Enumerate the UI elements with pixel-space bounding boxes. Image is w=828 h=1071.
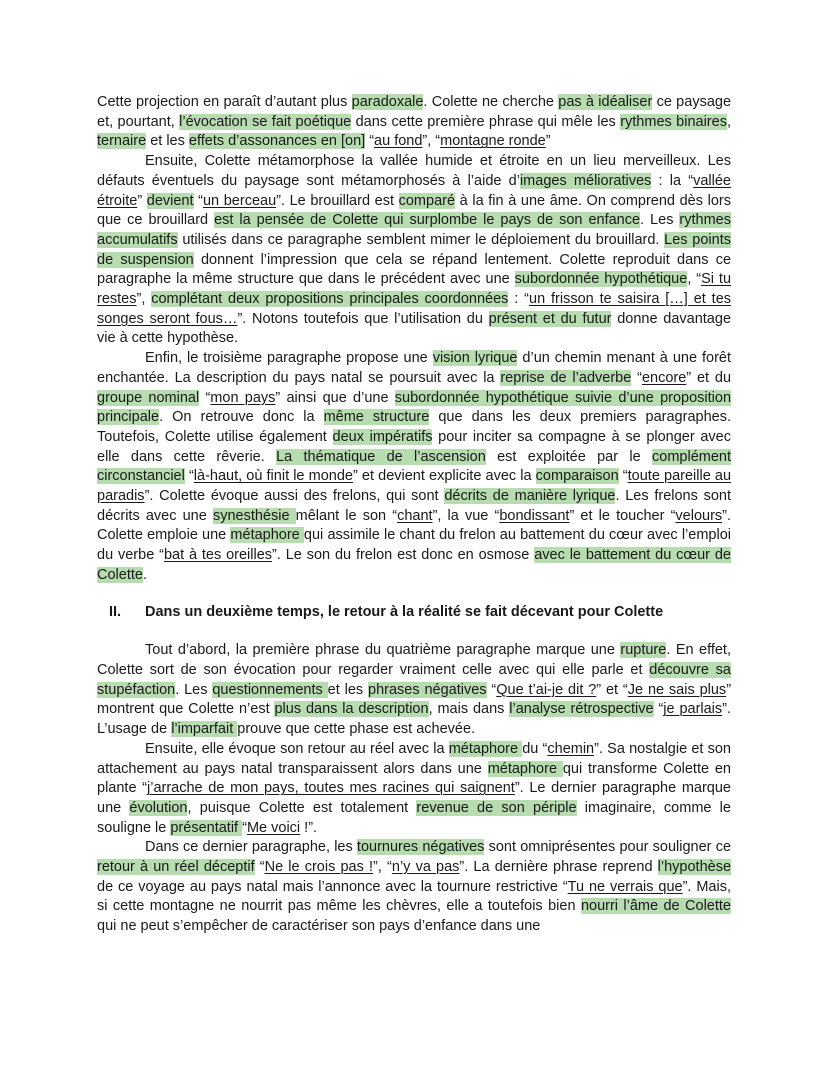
text-run: d’un chemin menant à une forêt enchantée. La description du pays natal se poursuit avec la xyxy=(97,350,731,386)
text-run: , mais dans xyxy=(428,701,510,718)
paragraph xyxy=(97,740,731,839)
text-run: !”. xyxy=(300,819,318,836)
paragraph xyxy=(97,152,731,349)
text-run: ”. Notons toutefois que l’utilisation du xyxy=(237,310,489,327)
text-run: “ xyxy=(631,369,642,386)
quoted-citation: vallée étroite xyxy=(97,172,731,209)
text-run: qui assimile le chant du frelon au battement du cœur avec l’emploi du verbe “ xyxy=(97,527,731,564)
text-run: “ xyxy=(618,468,628,485)
highlighted-phrase: rythmes accumulatifs xyxy=(97,212,731,248)
text-run: ”, “ xyxy=(373,859,392,876)
quoted-citation: au fond xyxy=(374,133,423,150)
text-run: “ xyxy=(486,681,497,698)
text-run: mêlant le son “ xyxy=(295,507,398,524)
highlighted-phrase: reprise de l’adverbe xyxy=(500,369,632,386)
quoted-citation: un berceau xyxy=(202,192,277,209)
section-number: II. xyxy=(109,603,122,620)
text-run: ” et le toucher “ xyxy=(569,507,676,524)
highlighted-phrase: l’évocation se fait poétique xyxy=(179,113,352,130)
text-run: que dans les deux premiers paragraphes. Toutefois, Colette utilise également xyxy=(97,409,731,445)
text-run: ”, xyxy=(136,291,152,308)
highlighted-phrase: métaphore xyxy=(448,740,523,757)
highlighted-phrase: l’analyse rétrospective xyxy=(509,701,654,718)
quoted-citation: je parlais xyxy=(663,701,723,718)
highlighted-phrase: deux impératifs xyxy=(332,428,433,445)
highlighted-phrase: présentatif xyxy=(170,819,243,836)
highlighted-phrase: subordonnée hypothétique suivie d’une proposition principale xyxy=(97,389,732,426)
quoted-citation: un frisson te saisira […] et tes songes seront fous… xyxy=(97,291,732,327)
text-run: ”. L’usage de xyxy=(97,701,732,738)
paragraph xyxy=(97,641,731,740)
quoted-citation: bondissant xyxy=(499,507,570,524)
text-run: ”. Sa nostalgie et son attachement au pays natal transparaissent alors dans une xyxy=(97,740,731,777)
paragraph xyxy=(97,838,731,937)
text-run: “ xyxy=(254,859,265,876)
highlighted-phrase: comparé xyxy=(398,192,456,209)
text-run: . On retrouve donc la xyxy=(159,409,324,426)
highlighted-phrase: tournures négatives xyxy=(356,839,485,856)
section-title: Dans un deuxième temps, le retour à la réalité se fait décevant pour Colette xyxy=(145,603,664,620)
text-run: ”. Mais, si cette montagne ne nourrit pas même les chèvres, elle a toutefois bien xyxy=(97,878,731,915)
quoted-citation: Je ne sais plus xyxy=(627,681,727,698)
quoted-citation: bat à tes oreilles xyxy=(163,547,273,564)
text-run: donne davantage vie à cette hypothèse. xyxy=(97,310,732,347)
text-run: qui transforme Colette en plante “ xyxy=(97,760,731,797)
highlighted-phrase: nourri l’âme de Colette xyxy=(580,898,731,915)
text-run: “ xyxy=(365,133,375,150)
text-run: . Les frelons sont décrits avec une xyxy=(97,488,731,524)
text-run: ”. Le dernier paragraphe marque une xyxy=(97,780,731,816)
quoted-citation: toute pareille au paradis xyxy=(97,468,732,505)
highlighted-phrase: même structure xyxy=(323,409,430,426)
text-run: ce paysage et, pourtant, xyxy=(97,94,732,130)
text-run: ”, la vue “ xyxy=(432,507,500,524)
quoted-citation: Que t’ai-je dit ? xyxy=(496,681,597,698)
quoted-citation: encore xyxy=(641,369,687,386)
quoted-citation: Ne le crois pas ! xyxy=(264,859,374,876)
paragraph xyxy=(97,93,731,152)
text-run: de ce voyage au pays natal mais l’annonce avec la tournure restrictive “ xyxy=(97,878,568,895)
text-run: ” ainsi que d’une xyxy=(275,389,395,406)
text-run: ”. La dernière phrase reprend xyxy=(459,859,658,876)
text-run: . xyxy=(142,566,147,583)
text-run: pour inciter sa compagne à se plonger avec elle dans cette rêverie. xyxy=(97,428,732,465)
text-run: , “ xyxy=(687,271,702,288)
highlighted-phrase: ternaire xyxy=(97,133,147,150)
text-run: . Colette ne cherche xyxy=(423,94,559,110)
quoted-citation: là-haut, où finit le monde xyxy=(193,468,353,485)
text-run: qui ne peut s’empêcher de caractériser son pays d’enfance dans une xyxy=(97,918,541,935)
highlighted-phrase: pas à idéaliser xyxy=(558,94,653,110)
highlighted-phrase: métaphore xyxy=(487,760,563,777)
text-run: “ xyxy=(242,819,247,836)
highlighted-phrase: Les points de suspension xyxy=(97,231,731,268)
text-run: , puisque Colette est totalement xyxy=(187,799,417,816)
text-run: Ensuite, Colette métamorphose la vallée humide et étroite en un lieu merveilleux. Les défauts éventuels du paysage sont métamorphosés à l’aide d’ xyxy=(97,153,731,189)
text-run: ” et devient explicite avec la xyxy=(352,468,536,485)
text-run: . Les xyxy=(175,681,213,698)
text-run: : “ xyxy=(508,291,529,308)
text-run: “ xyxy=(199,389,211,406)
text-run: donnent l’impression que cela se répand lentement. Colette reproduit dans ce paragraphe la même structure que dans le précédent avec une xyxy=(97,251,732,288)
highlighted-phrase: phrases négatives xyxy=(368,681,487,698)
highlighted-phrase: images mélioratives xyxy=(519,172,652,189)
text-run: est exploitée par le xyxy=(485,448,653,465)
highlighted-phrase: l’hypothèse xyxy=(657,859,732,876)
quoted-citation: n’y va pas xyxy=(391,859,460,876)
highlighted-phrase: effets d’assonances en [on] xyxy=(188,133,366,150)
highlighted-phrase: décrits de manière lyrique xyxy=(444,488,616,505)
text-run: ” montrent que Colette n’est xyxy=(97,681,732,718)
text-run: Dans ce dernier paragraphe, les xyxy=(145,839,357,856)
section-heading xyxy=(97,603,731,623)
highlighted-phrase: complément circonstanciel xyxy=(97,448,731,485)
text-run: ” xyxy=(137,192,147,209)
highlighted-phrase: devient xyxy=(146,192,194,209)
quoted-citation: Tu ne verrais que xyxy=(567,878,683,895)
text-run: . En effet, Colette sort de son évocation pour regarder vraiment celle avec qui elle parle et xyxy=(97,642,731,678)
highlighted-phrase: complétant deux propositions principales coordonnées xyxy=(151,291,509,308)
highlighted-phrase: avec le battement du cœur de Colette xyxy=(97,547,731,583)
text-run: Enfin, le troisième paragraphe propose une xyxy=(145,350,433,367)
highlighted-phrase: rythmes binaires xyxy=(620,113,727,130)
highlighted-phrase: plus dans la description xyxy=(274,701,429,718)
text-run: : la “ xyxy=(651,172,694,189)
highlighted-phrase: revenue de son périple xyxy=(416,799,577,816)
highlighted-phrase: rupture xyxy=(620,642,667,659)
text-run: ”. Le son du frelon est donc en osmose xyxy=(272,547,535,564)
text-run: ”. Colette emploie une xyxy=(97,507,732,544)
text-run: Ensuite, elle évoque son retour au réel avec la xyxy=(145,740,449,757)
text-run: Cette projection en paraît d’autant plus xyxy=(97,94,352,110)
quoted-citation: Me voici xyxy=(246,819,301,836)
highlighted-phrase: comparaison xyxy=(535,468,619,485)
text-run: et les xyxy=(327,681,369,698)
text-run: dans cette première phrase qui mêle les xyxy=(351,113,621,130)
quoted-citation: velours xyxy=(675,507,723,524)
highlighted-phrase: présent et du futur xyxy=(488,310,612,327)
quoted-citation: j’arrache de mon pays, toutes mes racines qui saignent xyxy=(147,780,515,797)
highlighted-phrase: paradoxale xyxy=(351,94,424,110)
highlighted-phrase: l’imparfait xyxy=(171,721,238,738)
section-one-body xyxy=(97,93,731,586)
text-run: imaginaire, comme le souligne le xyxy=(97,799,731,836)
highlighted-phrase: retour à un réel déceptif xyxy=(97,859,255,876)
highlighted-phrase: groupe nominal xyxy=(97,389,200,406)
text-run: à la fin à une âme. On comprend dès lors que ce brouillard xyxy=(97,192,731,229)
text-run: Tout d’abord, la première phrase du quatrième paragraphe marque une xyxy=(145,642,621,659)
quoted-citation: montagne ronde xyxy=(440,133,546,150)
text-run: ”, “ xyxy=(422,133,441,150)
quoted-citation: chant xyxy=(397,507,433,524)
quoted-citation: chemin xyxy=(547,740,595,757)
document-page xyxy=(97,93,731,937)
highlighted-phrase: découvre sa stupéfaction xyxy=(97,661,731,698)
highlighted-phrase: subordonnée hypothétique xyxy=(514,271,688,288)
highlighted-phrase: métaphore xyxy=(230,527,304,544)
text-run: ”. Colette évoque aussi des frelons, qui sont xyxy=(144,488,445,505)
highlighted-phrase: est la pensée de Colette qui surplombe le pays de son enfance xyxy=(214,212,641,229)
quoted-citation: Si tu restes xyxy=(97,271,732,308)
text-run: prouve que cette phase est achevée. xyxy=(237,721,476,738)
section-two-body xyxy=(97,641,731,937)
text-run: ” et “ xyxy=(596,681,628,698)
text-run: “ xyxy=(193,192,203,209)
text-run: ” et du xyxy=(686,369,732,386)
quoted-citation: mon pays xyxy=(210,389,276,406)
text-run: sont omniprésentes pour souligner ce xyxy=(484,839,732,856)
text-run: ”. Le brouillard est xyxy=(276,192,399,209)
text-run: du “ xyxy=(522,740,548,757)
text-run: , xyxy=(726,113,731,130)
highlighted-phrase: vision lyrique xyxy=(432,350,518,367)
text-run: “ xyxy=(653,701,664,718)
paragraph xyxy=(97,349,731,585)
text-run: utilisés dans ce paragraphe semblent mimer le déploiement du brouillard. xyxy=(177,231,665,248)
highlighted-phrase: synesthésie xyxy=(212,507,296,524)
text-run: ” xyxy=(545,133,551,150)
highlighted-phrase: questionnements xyxy=(212,681,328,698)
text-run: et les xyxy=(146,133,189,150)
highlighted-phrase: évolution xyxy=(129,799,188,816)
highlighted-phrase: La thématique de l’ascension xyxy=(276,448,486,465)
text-run: “ xyxy=(184,468,194,485)
text-run: . Les xyxy=(640,212,680,229)
